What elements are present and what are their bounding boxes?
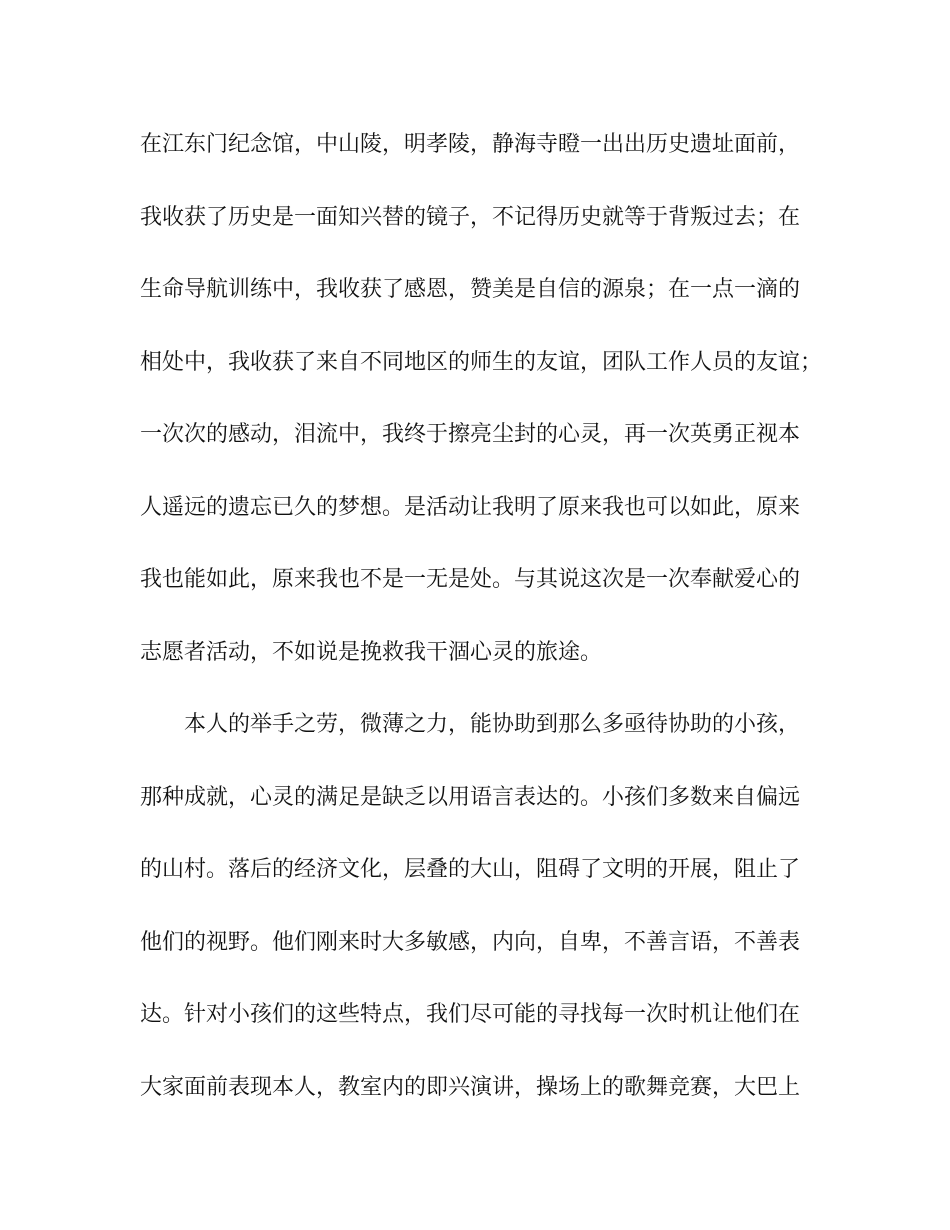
text-line: 达。针对小孩们的这些特点，我们尽可能的寻找每一次时机让他们在 [140,1002,801,1027]
text-line: 相处中，我收获了来自不同地区的师生的友谊，团队工作人员的友谊； [140,349,823,375]
text-line: 我也能如此，原来我也不是一无是处。与其说这次是一次奉献爱心的 [140,567,801,592]
text-line: 大家面前表现本人，教室内的即兴演讲，操场上的歌舞竞赛，大巴上 [140,1074,801,1100]
text-line: 在江东门纪念馆，中山陵，明孝陵，静海寺瞪一出出历史遗址面前， [140,132,801,157]
paragraph-2 [140,702,810,1137]
text-line: 他们的视野。他们刚来时大多敏感，内向，自卑，不善言语，不善表 [140,929,801,955]
body-text [140,122,823,1137]
text-line: 本人的举手之劳，微薄之力，能协助到那么多亟待协助的小孩， [184,712,801,737]
text-line: 的山村。落后的经济文化，层叠的大山，阻碍了文明的开展，阻止了 [140,857,801,882]
text-line: 志愿者活动，不如说是挽救我干涸心灵的旅途。 [140,639,603,665]
paragraph-1 [140,122,823,702]
text-line: 人遥远的遗忘已久的梦想。是活动让我明了原来我也可以如此，原来 [140,494,801,520]
text-line: 我收获了历史是一面知兴替的镜子，不记得历史就等于背叛过去；在 [140,204,801,230]
text-line: 那种成就，心灵的满足是缺乏以用语言表达的。小孩们多数来自偏远 [140,784,801,810]
text-line: 一次次的感动，泪流中，我终于擦亮尘封的心灵，再一次英勇正视本 [140,422,801,447]
text-line: 生命导航训练中，我收获了感恩，赞美是自信的源泉；在一点一滴的 [140,277,801,302]
